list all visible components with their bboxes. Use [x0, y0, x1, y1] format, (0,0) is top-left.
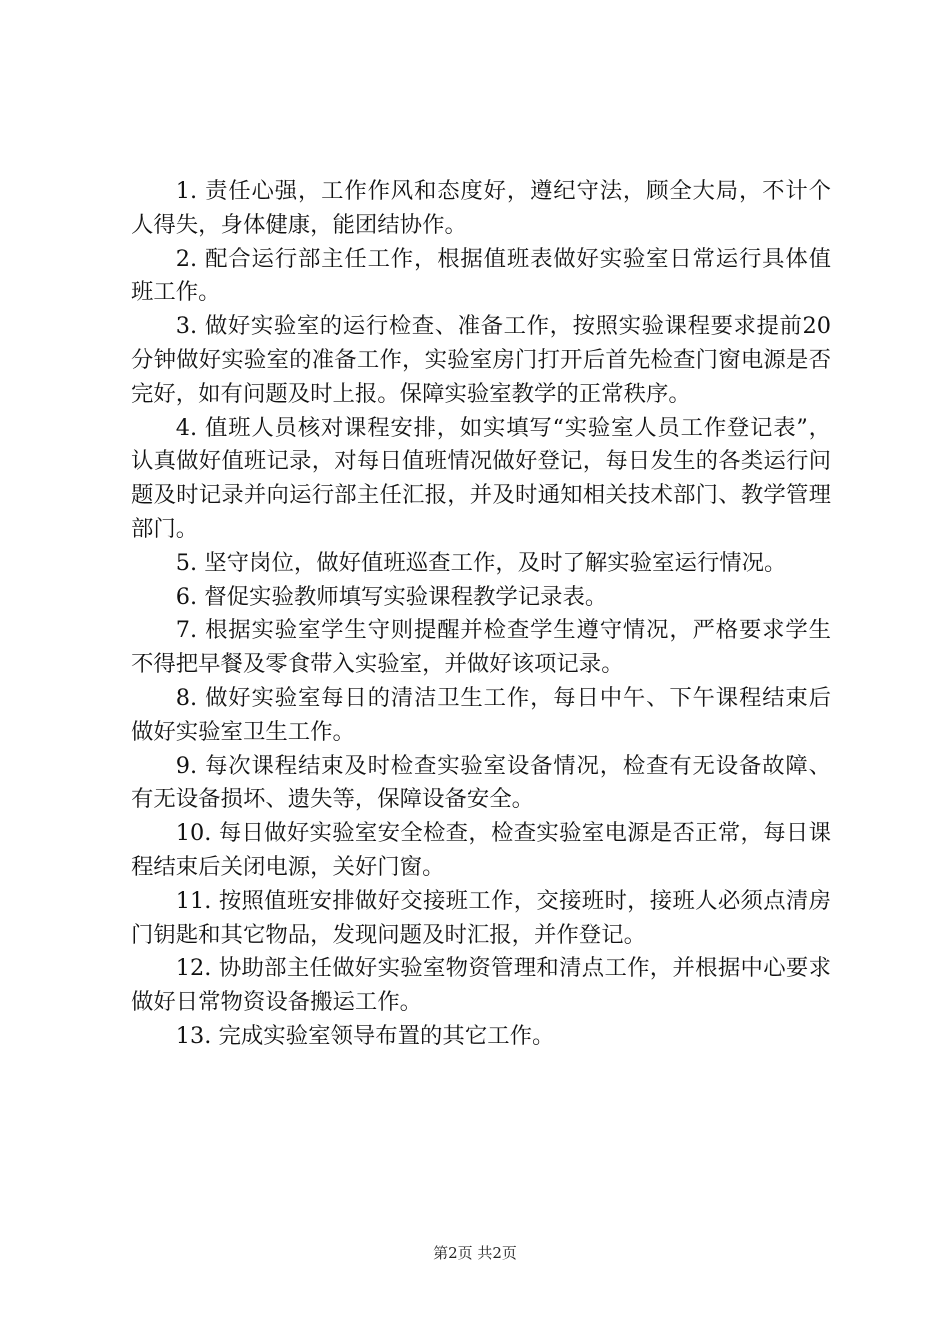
document-body — [131, 175, 831, 1054]
duty-item-3: 3. 做好实验室的运行检查、准备工作，按照实验课程要求提前20分钟做好实验室的准备工作，实验室房门打开后首先检查门窗电源是否完好，如有问题及时上报。保障实验室教学的正常秩序。 — [131, 313, 831, 407]
page-number-footer: 第2页 共2页 — [433, 1244, 517, 1262]
duty-item-6: 6. 督促实验教师填写实验课程教学记录表。 — [175, 583, 608, 610]
duty-item-5: 5. 坚守岗位，做好值班巡查工作，及时了解实验室运行情况。 — [175, 549, 787, 576]
duty-item-7: 7. 根据实验室学生守则提醒并检查学生遵守情况，严格要求学生不得把早餐及零食带入实验室，并做好该项记录。 — [131, 617, 831, 678]
duty-item-8: 8. 做好实验室每日的清洁卫生工作，每日中午、下午课程结束后做好实验室卫生工作。 — [131, 684, 831, 745]
duty-item-9: 9. 每次课程结束及时检查实验室设备情况，检查有无设备故障、有无设备损坏、遗失等，保障设备安全。 — [131, 752, 831, 813]
duty-item-11: 11. 按照值班安排做好交接班工作，交接班时，接班人必须点清房门钥匙和其它物品，发现问题及时汇报，并作登记。 — [131, 887, 831, 948]
duty-item-12: 12. 协助部主任做好实验室物资管理和清点工作，并根据中心要求做好日常物资设备搬运工作。 — [131, 955, 831, 1016]
duty-item-13: 13. 完成实验室领导布置的其它工作。 — [175, 1022, 555, 1049]
duty-item-10: 10. 每日做好实验室安全检查，检查实验室电源是否正常，每日课程结束后关闭电源，关好门窗。 — [131, 820, 831, 880]
duty-item-1: 1. 责任心强，工作作风和态度好，遵纪守法，顾全大局，不计个人得失，身体健康，能团结协作。 — [131, 178, 831, 238]
duty-item-4: 4. 值班人员核对课程安排，如实填写“实验室人员工作登记表”，认真做好值班记录，对每日值班情况做好登记，每日发生的各类运行问题及时记录并向运行部主任汇报，并及时通知相关技术部门、教学管理部门。 — [131, 414, 831, 542]
duty-item-2: 2. 配合运行部主任工作，根据值班表做好实验室日常运行具体值班工作。 — [131, 245, 831, 306]
